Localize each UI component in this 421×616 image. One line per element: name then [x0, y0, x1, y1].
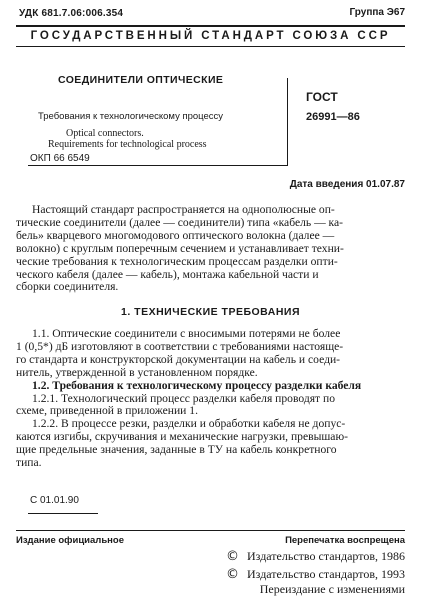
intro-line: волокно) с круглым поперечным сечением и устанавливает техни-	[16, 241, 344, 255]
gost-label: ГОСТ	[306, 90, 338, 104]
subtitle-russian: Требования к технологическому процессу	[38, 111, 224, 122]
publisher-line-1993	[226, 567, 405, 582]
reprint-prohibited-label: Перепечатка воспрещена	[285, 535, 405, 546]
official-edition-label: Издание официальное	[16, 535, 124, 546]
clause-1-1-line: 1.1. Оптические соединители с вносимыми потерями не более	[32, 327, 341, 340]
intro-line: ческого кабеля (далее — кабель), монтажа кабельной части и	[16, 267, 319, 281]
clause-1-1-line: 1 (0,5*) дБ изготовляют в соответствии с требованиями настояще-	[16, 339, 344, 353]
udk-code: УДК 681.7.06:006.354	[19, 8, 124, 19]
publisher-text-1993: Издательство стандартов, 1993	[247, 567, 405, 581]
section-heading: 1. ТЕХНИЧЕСКИЕ ТРЕБОВАНИЯ	[120, 306, 301, 318]
copyright-icon: ©	[226, 567, 239, 582]
publisher-text-1986: Издательство стандартов, 1986	[247, 549, 405, 563]
okp-code: ОКП 66 6549	[30, 153, 90, 164]
header-rule-bottom	[16, 46, 405, 47]
clause-1-2-1-line: схеме, приведенной в приложении 1.	[16, 404, 198, 418]
clause-1-2-2-line: каются изгибы, скручивания и механические нагрузки, превышаю-	[16, 430, 348, 444]
publisher-line-1986	[226, 549, 405, 564]
clause-1-2-1-line: 1.2.1. Технологический процесс разделки кабеля проводят по	[32, 391, 336, 405]
change-note-rule	[28, 513, 98, 514]
clause-1-1-line: нитель, утвержденной в установленном порядке.	[16, 365, 258, 379]
intro-line: Настоящий стандарт распространяется на однополюсные оп-	[32, 203, 335, 216]
intro-paragraph	[16, 204, 405, 294]
section-1-body	[16, 328, 405, 470]
header-rule	[16, 25, 405, 27]
subtitle-english-line1: Optical connectors.	[66, 128, 144, 139]
intro-line: ческие требования к технологическим процессам разделки опти-	[16, 254, 338, 268]
clause-1-2-heading: 1.2. Требования к технологическому процессу разделки кабеля	[32, 378, 362, 392]
reissue-note: Переиздание с изменениями	[259, 582, 405, 596]
clause-1-1-line: го стандарта и конструкторской документации на кабель и соеди-	[16, 352, 341, 366]
subtitle-english-line2: Requirements for technological process	[48, 139, 207, 150]
title-block-divider	[287, 78, 288, 166]
group-code: Группа Э67	[349, 7, 405, 18]
clause-1-2-2-line: 1.2.2. В процессе резки, разделки и обработки кабеля не допус-	[32, 417, 346, 431]
clause-1-2-2-line: щие предельные значения, заданные в ТУ на кабель конкретного	[16, 443, 337, 457]
title-block-rule	[28, 165, 288, 166]
clause-1-2-2-line: типа.	[16, 456, 42, 470]
effective-date: Дата введения 01.07.87	[289, 179, 405, 190]
intro-line: сборки соединителя.	[16, 280, 119, 294]
title-block	[38, 74, 278, 150]
intro-line: бель» кварцевого многомодового оптического волокна (далее —	[16, 228, 335, 242]
document-title: СОЕДИНИТЕЛИ ОПТИЧЕСКИЕ	[58, 74, 224, 86]
change-note: С 01.01.90	[30, 495, 79, 506]
gost-number: 26991—86	[306, 111, 360, 123]
copyright-icon: ©	[226, 549, 239, 564]
footer-rule	[16, 530, 405, 531]
intro-line: тические соединители (далее — соединители) типа «кабель — ка-	[16, 215, 344, 229]
organization-banner: ГОСУДАРСТВЕННЫЙ СТАНДАРТ СОЮЗА ССР	[30, 30, 391, 42]
